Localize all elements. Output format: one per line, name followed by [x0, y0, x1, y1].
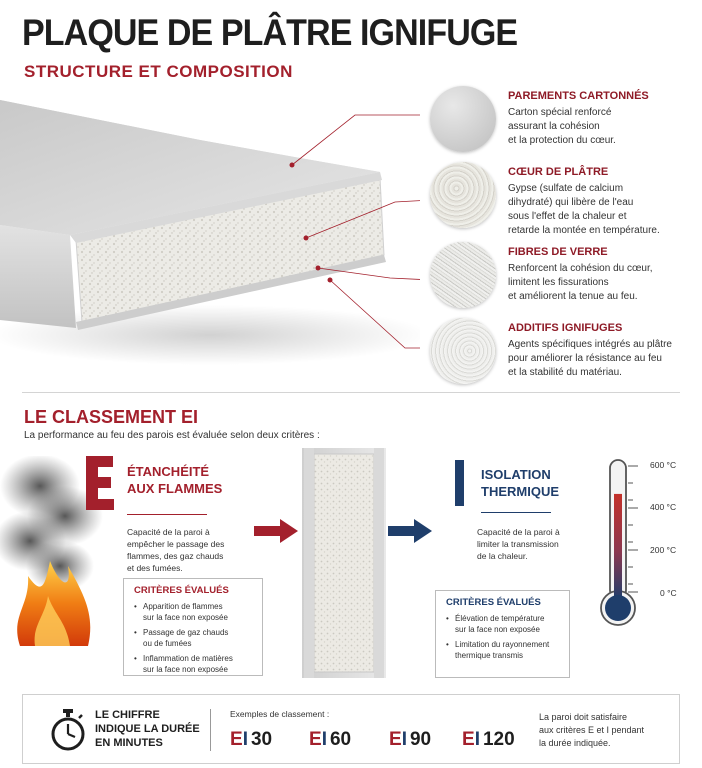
thermo-label-400: 400 °C [650, 502, 677, 512]
list-item: • Passage de gaz chauds ou de fumées [134, 627, 260, 649]
examples-label: Exemples de classement : [230, 709, 330, 719]
footer-note: La paroi doit satisfaire aux critères E et I pendant la durée indiquée. [539, 712, 645, 748]
criterion-i-title: ISOLATION THERMIQUE [481, 467, 559, 499]
criterion-e-list [134, 601, 260, 679]
criterion-i-box-title: CRITÈRES ÉVALUÉS [446, 597, 541, 608]
letter-e-icon [86, 456, 114, 510]
wall-section-illustration [302, 446, 386, 680]
blue-arrow-icon [388, 519, 432, 543]
thermometer-fill [614, 494, 622, 600]
fire-additives-swatch [430, 318, 496, 384]
layer-glass-fibers [430, 242, 702, 312]
layer-description: Carton spécial renforcé assurant la cohésion et la protection du cœur. [508, 107, 616, 146]
layer-fire-additives [430, 318, 702, 388]
footer-label: LE CHIFFRE INDIQUE LA DURÉE EN MINUTES [95, 709, 200, 749]
glass-fibers-swatch [430, 242, 496, 308]
layer-description: Renforcent la cohésion du cœur, limitent les fissurations et améliorent la tenue au feu. [508, 263, 653, 302]
footer-divider [210, 709, 211, 751]
classement-title: LE CLASSEMENT EI [24, 407, 199, 427]
criterion-i-list [446, 613, 572, 665]
list-item: • Inflammation de matières sur la face non exposée [134, 653, 260, 675]
paper-facing-swatch [430, 86, 496, 152]
list-item: • Limitation du rayonnement thermique transmis [446, 639, 572, 661]
example-ei30: EI 30 [230, 729, 273, 750]
criterion-i-description: Capacité de la paroi à limiter la transmission de la chaleur. [477, 527, 560, 561]
red-arrow-icon [254, 519, 298, 543]
page-title: PLAQUE DE PLÂTRE IGNIFUGE [22, 12, 518, 53]
section-divider [22, 392, 680, 393]
layer-title: FIBRES DE VERRE [508, 246, 608, 258]
layer-plaster-core [430, 162, 702, 236]
layer-paper-facing [430, 86, 702, 156]
criterion-e-box-title: CRITÈRES ÉVALUÉS [134, 585, 229, 596]
footer-panel [22, 694, 680, 764]
stopwatch-icon [49, 709, 87, 751]
plaster-core-swatch [430, 162, 496, 228]
plasterboard-illustration [0, 90, 420, 370]
page-subtitle: STRUCTURE ET COMPOSITION [24, 62, 293, 81]
criterion-e-box [123, 578, 263, 676]
list-item: • Élévation de température sur la face non exposée [446, 613, 572, 635]
layer-title: PAREMENTS CARTONNÉS [508, 90, 649, 102]
thermometer-icon [594, 456, 648, 628]
criterion-i-rule [481, 512, 551, 513]
criterion-e-title: ÉTANCHÉITÉ AUX FLAMMES [127, 464, 223, 496]
thermo-label-200: 200 °C [650, 545, 677, 555]
list-item: • Apparition de flammes sur la face non exposée [134, 601, 260, 623]
example-ei90: EI 90 [389, 729, 432, 750]
thermo-label-600: 600 °C [650, 460, 677, 470]
thermo-label-0: 0 °C [660, 588, 677, 598]
classement-intro: La performance au feu des parois est évaluée selon deux critères : [24, 430, 320, 441]
criterion-i-box [435, 590, 570, 678]
layer-description: Agents spécifiques intégrés au plâtre pour améliorer la résistance au feu et la stabilité du matériau. [508, 339, 672, 378]
letter-i-icon [455, 460, 464, 506]
criterion-e-rule [127, 514, 207, 515]
criterion-e-description: Capacité de la paroi à empêcher le passage des flammes, des gaz chauds et des fumées. [127, 527, 225, 573]
layer-description: Gypse (sulfate de calcium dihydraté) qui libère de l'eau sous l'effet de la chaleur et retarde la montée en température. [508, 183, 660, 236]
layer-title: ADDITIFS IGNIFUGES [508, 322, 623, 334]
example-ei120: EI 120 [462, 729, 515, 750]
layer-title: CŒUR DE PLÂTRE [508, 166, 609, 178]
example-ei60: EI 60 [309, 729, 352, 750]
